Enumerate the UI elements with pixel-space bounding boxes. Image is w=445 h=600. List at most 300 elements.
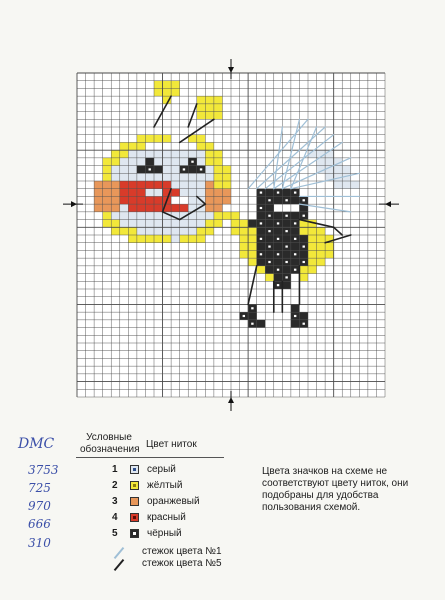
stitch-cell-color-2 <box>205 96 214 104</box>
stitch-symbol-dot <box>277 238 279 240</box>
stitch-cell-color-4 <box>154 204 163 212</box>
legend-header-thread: Цвет ниток <box>146 439 197 450</box>
stitch-cell-color-5 <box>291 320 300 328</box>
stitch-cell-color-1 <box>120 158 129 166</box>
stitch-cell-color-1 <box>342 166 351 174</box>
stitch-cell-color-2 <box>214 96 223 104</box>
stitch-cell-color-2 <box>103 212 112 220</box>
stitch-cell-color-2 <box>205 227 214 235</box>
stitch-cell-color-4 <box>128 196 137 204</box>
dmc-code-5: 310 <box>28 536 51 550</box>
stitch-cell-color-4 <box>137 189 146 197</box>
stitch-cell-color-1 <box>120 212 129 220</box>
stitch-cell-color-2 <box>120 150 129 158</box>
stitch-cell-color-2 <box>299 266 308 274</box>
stitch-cell-color-2 <box>137 135 146 143</box>
stitch-cell-color-1 <box>180 173 189 181</box>
stitch-cell-color-5 <box>299 312 308 320</box>
stitch-cell-color-2 <box>103 173 112 181</box>
stitch-cell-color-5 <box>291 243 300 251</box>
stitch-symbol-dot <box>268 261 270 263</box>
legend-header-symbols: Условные обозначения <box>80 432 140 455</box>
legend-row-name: красный <box>147 512 186 523</box>
stitch-symbol-dot <box>303 199 305 201</box>
stitch-symbol-dot <box>183 168 185 170</box>
stitch-cell-color-3 <box>111 189 120 197</box>
stitch-cell-color-4 <box>128 181 137 189</box>
stitch-cell-color-1 <box>154 227 163 235</box>
stitch-cell-color-2 <box>257 266 266 274</box>
stitch-cell-color-5 <box>257 243 266 251</box>
stitch-cell-color-1 <box>188 150 197 158</box>
stitch-cell-color-1 <box>154 150 163 158</box>
stitch-cell-color-1 <box>128 212 137 220</box>
stitch-cell-color-1 <box>197 150 206 158</box>
stitch-cell-color-1 <box>180 158 189 166</box>
stitch-symbol-dot <box>294 191 296 193</box>
stitch-symbol-dot <box>268 230 270 232</box>
stitch-cell-color-4 <box>120 196 129 204</box>
stitch-symbol-dot <box>277 284 279 286</box>
legend-row-number: 5 <box>112 528 118 539</box>
stitch-cell-color-1 <box>180 189 189 197</box>
stitch-symbol-dot <box>294 253 296 255</box>
stitch-cell-color-2 <box>103 158 112 166</box>
stitch-symbol-dot <box>294 238 296 240</box>
stitch-cell-color-1 <box>111 166 120 174</box>
stitch-cell-color-1 <box>171 235 180 243</box>
stitch-cell-color-2 <box>248 250 257 258</box>
stitch-cell-color-2 <box>205 150 214 158</box>
stitch-cell-color-3 <box>111 181 120 189</box>
stitch-cell-color-2 <box>214 166 223 174</box>
stitch-cell-color-1 <box>120 173 129 181</box>
stitch-cell-color-1 <box>137 227 146 235</box>
stitch-cell-color-3 <box>111 196 120 204</box>
legend-row-name: серый <box>147 464 176 475</box>
stitch-symbol-dot <box>294 222 296 224</box>
stitch-cell-color-5 <box>265 266 274 274</box>
stitch-cell-color-3 <box>222 196 231 204</box>
stitch-cell-color-5 <box>137 166 146 174</box>
backstitch-sample-5 <box>114 559 125 571</box>
stitch-cell-color-1 <box>145 227 154 235</box>
stitch-cell-color-2 <box>137 142 146 150</box>
stitch-symbol-dot <box>303 261 305 263</box>
stitch-cell-color-3 <box>94 181 103 189</box>
stitch-cell-color-2 <box>308 258 317 266</box>
stitch-cell-color-2 <box>222 166 231 174</box>
stitch-cell-color-1 <box>111 173 120 181</box>
stitch-cell-color-1 <box>163 227 172 235</box>
stitch-cell-color-4 <box>171 204 180 212</box>
stitch-cell-color-3 <box>222 189 231 197</box>
stitch-cell-color-2 <box>325 243 334 251</box>
stitch-cell-color-2 <box>248 235 257 243</box>
stitch-cell-color-2 <box>222 212 231 220</box>
stitch-cell-color-4 <box>128 189 137 197</box>
dmc-code-1: 3753 <box>28 463 59 477</box>
stitch-symbol-dot <box>191 161 193 163</box>
stitch-cell-color-1 <box>171 227 180 235</box>
stitch-cell-color-1 <box>128 166 137 174</box>
stitch-cell-color-4 <box>163 181 172 189</box>
stitch-symbol-dot <box>251 323 253 325</box>
stitch-cell-color-1 <box>120 220 129 228</box>
stitch-cell-color-1 <box>197 173 206 181</box>
stitch-cell-color-2 <box>240 235 249 243</box>
stitch-cell-color-2 <box>163 235 172 243</box>
stitch-cell-color-2 <box>214 212 223 220</box>
swatch-grey <box>130 465 139 474</box>
stitch-cell-color-2 <box>154 135 163 143</box>
stitch-cell-color-1 <box>137 158 146 166</box>
dmc-handwritten-title: DMC <box>18 436 55 452</box>
stitch-cell-color-5 <box>248 220 257 228</box>
stitch-symbol-dot <box>260 222 262 224</box>
stitch-cell-color-4 <box>154 181 163 189</box>
stitch-cell-color-2 <box>205 104 214 112</box>
center-marker-top-arrow <box>228 67 234 73</box>
stitch-cell-color-4 <box>154 196 163 204</box>
center-marker-left-arrow <box>71 201 77 207</box>
center-marker-bottom-arrow <box>228 397 234 403</box>
stitch-cell-color-1 <box>171 158 180 166</box>
stitch-cell-color-2 <box>222 173 231 181</box>
swatch-orange <box>130 497 139 506</box>
stitch-cell-color-2 <box>308 266 317 274</box>
stitch-cell-color-3 <box>205 204 214 212</box>
stitch-cell-color-1 <box>188 173 197 181</box>
stitch-cell-color-5 <box>274 227 283 235</box>
stitch-cell-color-2 <box>240 250 249 258</box>
stitch-cell-color-1 <box>197 158 206 166</box>
stitch-symbol-dot <box>260 207 262 209</box>
stitch-cell-color-1 <box>342 181 351 189</box>
stitch-cell-color-4 <box>120 189 129 197</box>
stitch-cell-color-5 <box>299 235 308 243</box>
stitch-cell-color-2 <box>197 142 206 150</box>
stitch-symbol-dot <box>243 315 245 317</box>
stitch-cell-color-5 <box>257 196 266 204</box>
swatch-yellow <box>130 481 139 490</box>
stitch-cell-color-5 <box>274 196 283 204</box>
stitch-symbol-dot <box>268 199 270 201</box>
stitch-cell-color-5 <box>257 227 266 235</box>
stitch-cell-color-1 <box>180 227 189 235</box>
stitch-cell-color-3 <box>94 189 103 197</box>
dmc-code-4: 666 <box>28 517 51 531</box>
stitch-cell-color-5 <box>257 258 266 266</box>
stitch-cell-color-2 <box>171 88 180 96</box>
stitch-symbol-dot <box>277 191 279 193</box>
stitch-cell-color-1 <box>145 212 154 220</box>
stitch-cell-color-1 <box>351 181 360 189</box>
stitch-cell-color-4 <box>145 204 154 212</box>
stitch-cell-color-1 <box>197 189 206 197</box>
stitch-cell-color-2 <box>308 235 317 243</box>
stitch-cell-color-2 <box>299 274 308 282</box>
stitch-cell-color-2 <box>205 112 214 120</box>
legend-row-number: 3 <box>112 496 118 507</box>
stitch-cell-color-1 <box>163 158 172 166</box>
stitch-cell-color-3 <box>103 189 112 197</box>
stitch-cell-color-2 <box>163 81 172 89</box>
stitch-symbol-dot <box>303 215 305 217</box>
stitch-cell-color-5 <box>248 312 257 320</box>
stitch-cell-color-2 <box>120 227 129 235</box>
stitch-cell-color-5 <box>282 235 291 243</box>
stitch-cell-color-1 <box>120 204 129 212</box>
stitch-cell-color-1 <box>180 150 189 158</box>
legend-row-name: чёрный <box>147 528 182 539</box>
stitch-cell-color-1 <box>171 181 180 189</box>
legend-row-name: жёлтый <box>147 480 183 491</box>
stitch-symbol-dot <box>294 269 296 271</box>
stitch-cell-color-2 <box>231 212 240 220</box>
stitch-cell-color-2 <box>214 220 223 228</box>
backstitch-sample-1 <box>114 547 125 559</box>
stitch-cell-color-2 <box>128 227 137 235</box>
stitch-symbol-dot <box>277 253 279 255</box>
stitch-cell-color-4 <box>137 181 146 189</box>
backstitch-label-5: стежок цвета №5 <box>142 558 222 569</box>
stitch-cell-color-1 <box>188 227 197 235</box>
stitch-symbol-dot <box>260 238 262 240</box>
stitch-cell-color-1 <box>325 158 334 166</box>
swatch-black <box>130 529 139 538</box>
stitch-cell-color-2 <box>171 81 180 89</box>
stitch-cell-color-5 <box>291 212 300 220</box>
stitch-cell-color-3 <box>103 204 112 212</box>
stitch-cell-color-2 <box>214 173 223 181</box>
stitch-symbol-dot <box>268 245 270 247</box>
legend-note: Цвета значков на схеме не соответствуют цвету ниток, они подобраны для удобства пользования схемой. <box>262 466 409 513</box>
stitch-cell-color-5 <box>282 220 291 228</box>
stitch-cell-color-4 <box>120 181 129 189</box>
stitch-cell-color-5 <box>299 250 308 258</box>
stitch-cell-color-4 <box>128 204 137 212</box>
stitch-cell-color-1 <box>180 220 189 228</box>
stitch-symbol-dot <box>303 245 305 247</box>
stitch-cell-color-2 <box>197 96 206 104</box>
stitch-cell-color-4 <box>171 189 180 197</box>
stitch-symbol-dot <box>277 269 279 271</box>
stitch-cell-color-2 <box>240 220 249 228</box>
stitch-cell-color-1 <box>163 166 172 174</box>
stitch-cell-color-5 <box>265 189 274 197</box>
stitch-cell-color-2 <box>111 220 120 228</box>
stitch-symbol-dot <box>277 222 279 224</box>
stitch-cell-color-3 <box>205 189 214 197</box>
stitch-cell-color-5 <box>188 166 197 174</box>
stitch-cell-color-1 <box>171 150 180 158</box>
stitch-cell-color-2 <box>197 235 206 243</box>
stitch-symbol-dot <box>200 168 202 170</box>
stitch-cell-color-3 <box>103 181 112 189</box>
stitch-cell-color-2 <box>197 135 206 143</box>
stitch-symbol-dot <box>260 253 262 255</box>
stitch-cell-color-4 <box>137 196 146 204</box>
stitch-cell-color-1 <box>145 150 154 158</box>
stitch-cell-color-1 <box>145 220 154 228</box>
stitch-cell-tooth <box>171 196 180 204</box>
stitch-cell-color-1 <box>145 173 154 181</box>
stitch-cell-tooth <box>180 196 189 204</box>
stitch-cell-color-3 <box>214 189 223 197</box>
stitch-cell-color-2 <box>299 227 308 235</box>
stitch-cell-color-2 <box>214 150 223 158</box>
stitch-cell-color-2 <box>265 274 274 282</box>
stitch-cell-color-5 <box>291 227 300 235</box>
stitch-cell-color-1 <box>128 220 137 228</box>
stitch-cell-color-5 <box>282 250 291 258</box>
stitch-cell-color-1 <box>197 220 206 228</box>
stitch-cell-color-5 <box>257 320 266 328</box>
stitch-cell-color-2 <box>128 235 137 243</box>
legend-row-number: 1 <box>112 464 118 475</box>
stitch-cell-color-2 <box>111 150 120 158</box>
stitch-cell-color-2 <box>103 220 112 228</box>
stitch-cell-color-1 <box>111 212 120 220</box>
stitch-cell-color-2 <box>180 235 189 243</box>
stitch-cell-color-1 <box>188 189 197 197</box>
legend-row-name: оранжевый <box>147 496 200 507</box>
stitch-cell-color-2 <box>205 220 214 228</box>
stitch-cell-color-1 <box>205 173 214 181</box>
stitch-cell-color-3 <box>214 196 223 204</box>
stitch-symbol-dot <box>149 168 151 170</box>
stitch-cell-color-1 <box>128 150 137 158</box>
stitch-cell-color-1 <box>137 212 146 220</box>
stitch-cell-color-2 <box>163 135 172 143</box>
stitch-cell-color-1 <box>334 166 343 174</box>
stitch-symbol-dot <box>285 276 287 278</box>
stitch-cell-color-1 <box>154 189 163 197</box>
stitch-cell-color-5 <box>265 235 274 243</box>
stitch-cell-color-5 <box>282 266 291 274</box>
stitch-cell-color-2 <box>308 227 317 235</box>
stitch-cell-color-2 <box>222 181 231 189</box>
stitch-cell-color-2 <box>137 235 146 243</box>
stitch-symbol-dot <box>251 307 253 309</box>
stitch-cell-color-1 <box>137 173 146 181</box>
stitch-cell-color-1 <box>171 220 180 228</box>
stitch-cell-color-1 <box>145 189 154 197</box>
stitch-symbol-dot <box>285 215 287 217</box>
stitch-symbol-dot <box>285 261 287 263</box>
stitch-symbol-dot <box>268 215 270 217</box>
stitch-cell-color-1 <box>205 212 214 220</box>
stitch-cell-color-2 <box>111 227 120 235</box>
stitch-cell-color-4 <box>137 204 146 212</box>
stitch-cell-color-1 <box>154 212 163 220</box>
stitch-cell-color-1 <box>205 166 214 174</box>
stitch-cell-color-5 <box>265 250 274 258</box>
stitch-cell-color-1 <box>137 150 146 158</box>
stitch-cell-color-1 <box>334 181 343 189</box>
stitch-cell-color-2 <box>317 243 326 251</box>
stitch-cell-color-2 <box>317 227 326 235</box>
stitch-cell-color-2 <box>308 250 317 258</box>
stitch-symbol-dot <box>285 199 287 201</box>
stitch-symbol-dot <box>260 191 262 193</box>
stitch-cell-color-5 <box>274 212 283 220</box>
stitch-cell-color-2 <box>317 258 326 266</box>
stitch-cell-color-2 <box>154 88 163 96</box>
stitch-cell-color-1 <box>171 166 180 174</box>
stitch-cell-color-2 <box>308 243 317 251</box>
stitch-cell-color-2 <box>205 142 214 150</box>
stitch-cell-color-2 <box>248 258 257 266</box>
stitch-cell-color-2 <box>317 250 326 258</box>
legend-row-number: 4 <box>112 512 118 523</box>
stitch-cell-color-1 <box>197 181 206 189</box>
stitch-cell-color-1 <box>120 166 129 174</box>
legend-row-number: 2 <box>112 480 118 491</box>
stitch-cell-color-3 <box>94 204 103 212</box>
stitch-cell-color-5 <box>265 204 274 212</box>
stitch-cell-color-1 <box>188 181 197 189</box>
stitch-cell-color-2 <box>214 158 223 166</box>
stitch-cell-color-1 <box>163 173 172 181</box>
stitch-cell-color-1 <box>154 173 163 181</box>
stitch-cell-color-5 <box>291 258 300 266</box>
stitch-cell-color-2 <box>240 227 249 235</box>
stitch-cell-color-2 <box>214 112 223 120</box>
stitch-cell-color-5 <box>274 243 283 251</box>
stitch-cell-color-2 <box>197 112 206 120</box>
stitch-cell-color-3 <box>111 204 120 212</box>
swatch-red <box>130 513 139 522</box>
stitch-cell-color-2 <box>111 158 120 166</box>
stitch-cell-color-1 <box>137 220 146 228</box>
stitch-cell-color-2 <box>154 235 163 243</box>
stitch-cell-color-1 <box>128 173 137 181</box>
stitch-cell-color-2 <box>103 166 112 174</box>
stitch-cell-color-2 <box>128 142 137 150</box>
stitch-cell-color-5 <box>274 258 283 266</box>
stitch-cell-color-1 <box>188 220 197 228</box>
stitch-cell-color-5 <box>282 189 291 197</box>
stitch-cell-color-1 <box>128 158 137 166</box>
dmc-code-2: 725 <box>28 481 51 495</box>
stitch-cell-color-3 <box>205 196 214 204</box>
stitch-cell-color-5 <box>274 274 283 282</box>
stitch-cell-color-5 <box>265 220 274 228</box>
stitch-cell-color-2 <box>214 104 223 112</box>
stitch-cell-color-1 <box>180 181 189 189</box>
stitch-cell-color-3 <box>205 181 214 189</box>
stitch-cell-color-2 <box>248 243 257 251</box>
stitch-cell-color-5 <box>291 304 300 312</box>
stitch-symbol-dot <box>303 323 305 325</box>
stitch-symbol-dot <box>294 315 296 317</box>
stitch-cell-color-5 <box>291 196 300 204</box>
stitch-cell-color-1 <box>154 158 163 166</box>
stitch-cell-color-2 <box>231 227 240 235</box>
stitch-cell-color-1 <box>154 220 163 228</box>
stitch-cell-color-2 <box>197 227 206 235</box>
stitch-cell-color-5 <box>154 166 163 174</box>
stitch-cell-color-3 <box>94 196 103 204</box>
stitch-symbol-dot <box>285 230 287 232</box>
stitch-cell-color-5 <box>145 158 154 166</box>
stitch-cell-color-2 <box>205 158 214 166</box>
stitch-cell-color-2 <box>120 142 129 150</box>
stitch-cell-color-2 <box>188 235 197 243</box>
stitch-cell-color-4 <box>145 196 154 204</box>
